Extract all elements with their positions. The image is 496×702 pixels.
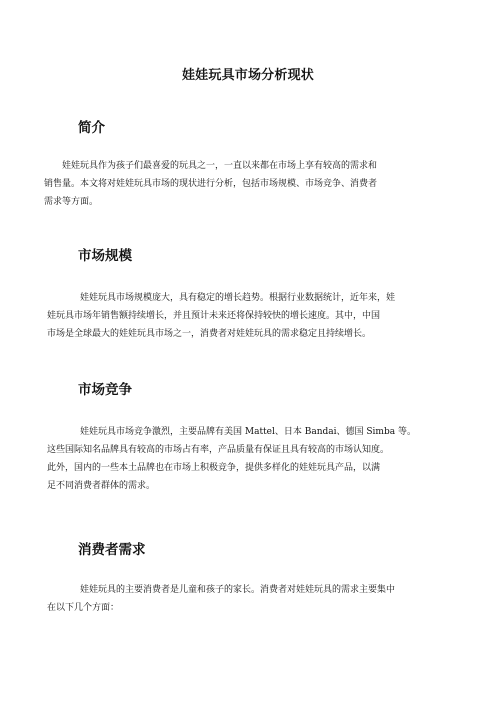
paragraph-line: 销售量。本文将对娃娃玩具市场的现状进行分析，包括市场规模、市场竞争、消费者 (44, 179, 378, 189)
paragraph-line: 需求等方面。 (44, 197, 99, 207)
paragraph-line: 这些国际知名品牌具有较高的市场占有率，产品质量有保证且具有较高的市场认知度。 (47, 445, 390, 455)
section-heading-intro: 简介 (78, 120, 105, 136)
paragraph-line: 足不同消费者群体的需求。 (47, 481, 156, 491)
section-heading-competition: 市场竞争 (78, 382, 132, 398)
paragraph-line: 在以下几个方面： (47, 603, 120, 613)
section-paragraph-market-size (47, 289, 446, 343)
section-heading-consumer-demand: 消费者需求 (78, 542, 146, 558)
paragraph-line: 娃娃玩具市场规模庞大，具有稳定的增长趋势。根据行业数据统计，近年来，娃 (80, 293, 396, 303)
section-paragraph-competition (47, 423, 446, 495)
paragraph-line: 此外，国内的一些本土品牌也在市场上积极竞争，提供多样化的娃娃玩具产品，以满 (47, 463, 381, 473)
section-heading-market-size: 市场规模 (78, 248, 132, 264)
paragraph-line: 娃娃玩具作为孩子们最喜爱的玩具之一，一直以来都在市场上享有较高的需求和 (62, 161, 378, 171)
paragraph-line: 娃玩具市场年销售额持续增长，并且预计未来还将保持较快的增长速度。其中，中国 (47, 311, 381, 321)
paragraph-line: 娃娃玩具的主要消费者是儿童和孩子的家长。消费者对娃娃玩具的需求主要集中 (80, 585, 396, 595)
paragraph-line: 市场是全球最大的娃娃玩具市场之一，消费者对娃娃玩具的需求稳定且持续增长。 (47, 329, 372, 339)
paragraph-line: 娃娃玩具市场竞争激烈，主要品牌有美国 Mattel、日本 Bandai、德国 Simba 等。 (80, 427, 416, 437)
section-paragraph-intro (44, 157, 446, 211)
document-title: 娃娃玩具市场分析现状 (181, 68, 314, 83)
section-paragraph-consumer-demand (47, 581, 446, 617)
